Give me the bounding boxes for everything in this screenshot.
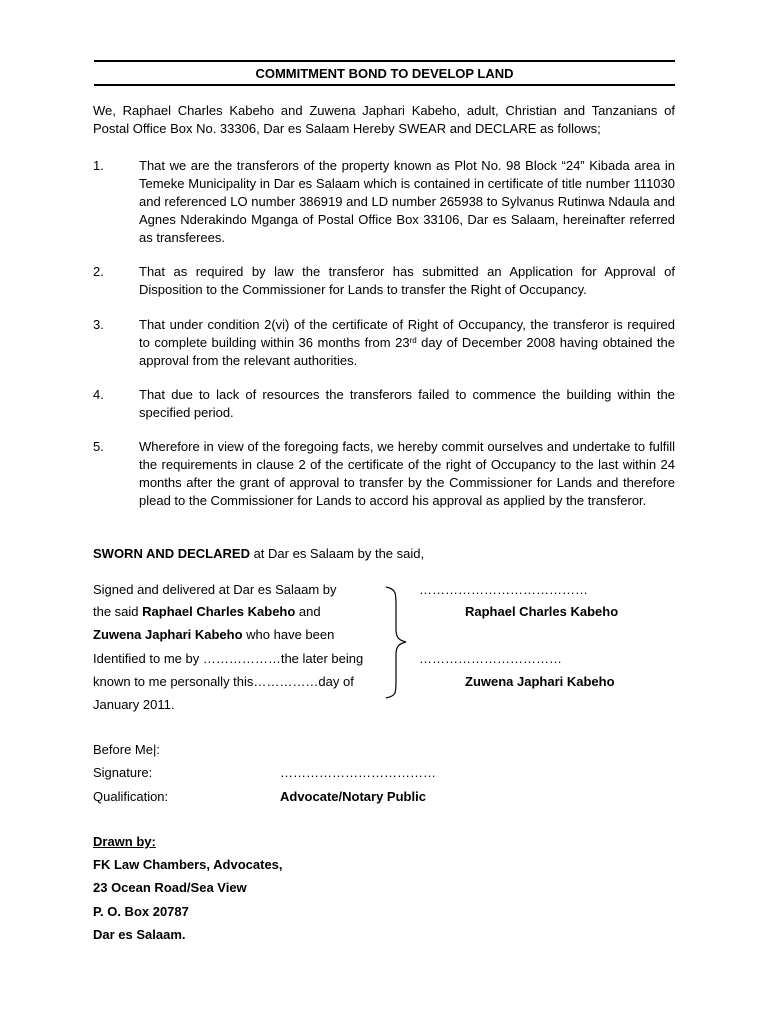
signing-line-5: known to me personally this……………day of	[93, 674, 354, 689]
signer-name: Zuwena Japhari Kabeho	[93, 627, 243, 642]
ordinal-suffix: rd	[409, 336, 417, 345]
clause-3	[93, 316, 675, 370]
title-block	[94, 60, 675, 86]
signing-text: who have been	[242, 627, 335, 642]
drawn-by-line: 23 Ocean Road/Sea View	[93, 880, 247, 895]
signature-value: ………………………………	[280, 765, 436, 780]
signature-dots-1: …………………………………	[419, 582, 588, 597]
clause-number: 1.	[93, 158, 104, 173]
sworn-rest: at Dar es Salaam by the said,	[249, 546, 425, 561]
clause-text: Wherefore in view of the foregoing facts, we hereby commit ourselves and undertake to fulfill the requirements in clause 2 of the certificate of the right of Occupancy to the last within 24 months after the grant of approval to transfer by the Commissioner for Lands and therefore plead to the Commissioner for Lands to accord his approval as applied by the transferor.	[139, 439, 675, 508]
clause-2	[93, 263, 675, 299]
signature-label: Signature:	[93, 765, 153, 780]
clause-1	[93, 157, 675, 247]
drawn-by-line: P. O. Box 20787	[93, 904, 189, 919]
signing-text: the said	[93, 604, 143, 619]
signing-line-2	[93, 603, 321, 621]
document-title: COMMITMENT BOND TO DEVELOP LAND	[255, 66, 514, 81]
intro-paragraph: We, Raphael Charles Kabeho and Zuwena Japhari Kabeho, adult, Christian and Tanzanians of Postal Office Box No. 33306, Dar es Salaam Hereby SWEAR and DECLARE as follows;	[93, 103, 675, 136]
qualification-value: Advocate/Notary Public	[280, 789, 426, 804]
clause-text	[139, 316, 675, 370]
signature-name-1: Raphael Charles Kabeho	[465, 604, 619, 619]
bottom-rule	[94, 84, 675, 86]
drawn-by-line: Dar es Salaam.	[93, 927, 186, 942]
signature-dots-2: ……………………………	[419, 651, 562, 666]
sworn-bold: SWORN AND DECLARED	[93, 546, 250, 561]
clause-text-before: That under condition 2(vi) of the certificate of Right of Occupancy, the transferor is required to complete building within 36 months from 23	[139, 317, 675, 350]
signing-text: and	[295, 604, 321, 619]
clause-5	[93, 438, 675, 510]
before-me-label: Before Me|:	[93, 742, 160, 757]
clause-text: That due to lack of resources the transferors failed to commence the building within the specified period.	[139, 387, 675, 420]
clause-number: 3.	[93, 317, 104, 332]
clause-number: 4.	[93, 387, 104, 402]
signing-line-6: January 2011.	[93, 697, 175, 712]
clause-number: 2.	[93, 264, 104, 279]
signer-name: Raphael Charles Kabeho	[142, 604, 296, 619]
clause-number: 5.	[93, 439, 104, 454]
signing-line-3	[93, 626, 334, 644]
drawn-by-line: FK Law Chambers, Advocates,	[93, 857, 283, 872]
clause-text: That we are the transferors of the property known as Plot No. 98 Block “24” Kibada area in Temeke Municipality in Dar es Salaam which is contained in certificate of title number 111030 and referenced LO number 386919 and LD number 265938 to Sylvanus Rutinwa Ndaula and Agnes Nderakindo Mganga of Postal Office Box 33106, Dar es Salaam, hereinafter referred as transferees.	[139, 158, 675, 245]
qualification-label: Qualification:	[93, 789, 169, 804]
signature-name-2: Zuwena Japhari Kabeho	[465, 674, 615, 689]
signing-line-4: Identified to me by ………………the later being	[93, 651, 364, 666]
clause-text: That as required by law the transferor has submitted an Application for Approval of Disposition to the Commissioner for Lands to transfer the Right of Occupancy.	[139, 264, 675, 297]
signing-line-1: Signed and delivered at Dar es Salaam by	[93, 582, 337, 597]
curly-brace-icon	[382, 585, 412, 700]
clause-4	[93, 386, 675, 422]
clause-text-after: day of December 2008 having obtained the approval from the relevant authorities.	[139, 335, 675, 368]
sworn-declared	[93, 545, 424, 563]
drawn-by-heading: Drawn by:	[93, 834, 156, 849]
